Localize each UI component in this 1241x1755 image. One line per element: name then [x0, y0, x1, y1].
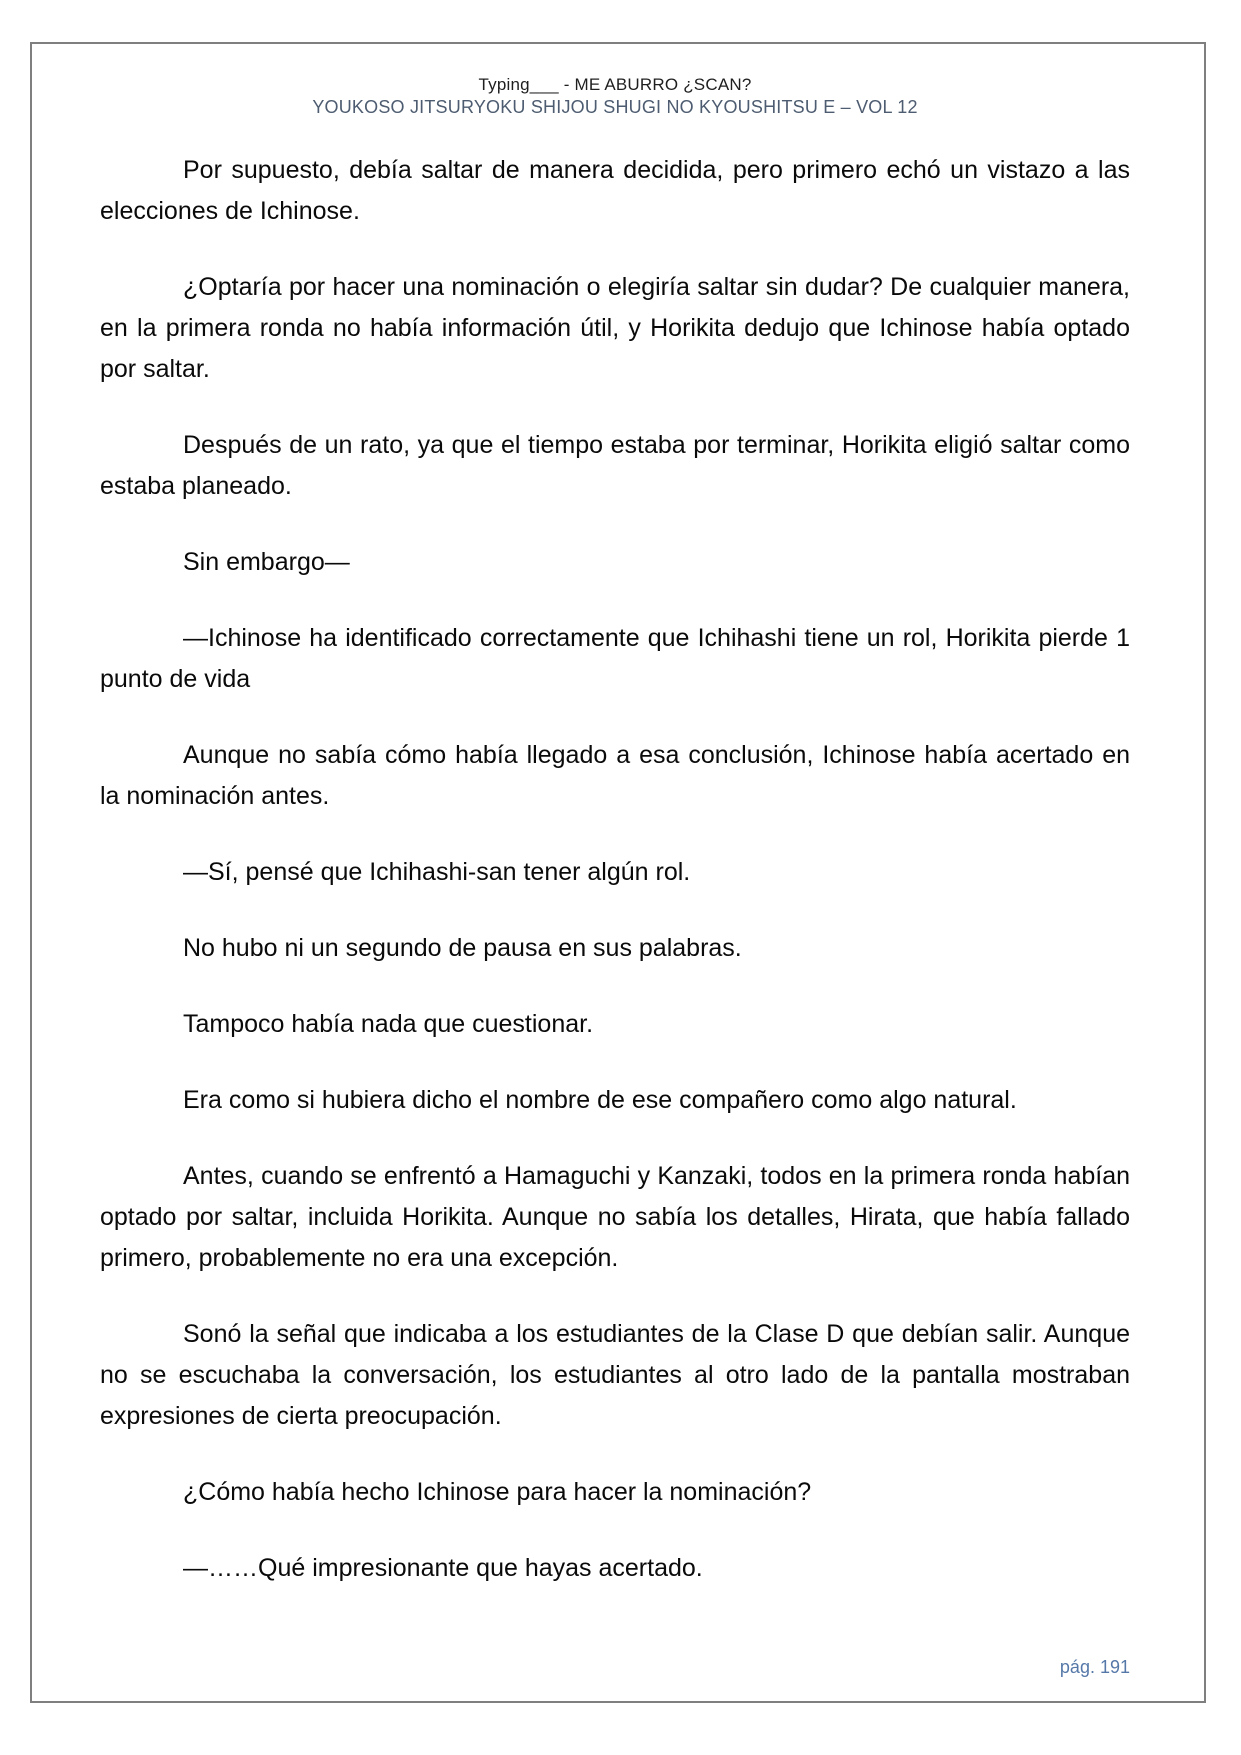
- paragraph: ¿Cómo había hecho Ichinose para hacer la nominación?: [183, 1478, 812, 1506]
- document-header: [100, 44, 1130, 119]
- paragraph: —Ichinose ha identificado correctamente que Ichihashi tiene un rol, Horikita pierde 1 punto de vida: [100, 624, 1130, 693]
- page-number: pág. 191: [1059, 1657, 1130, 1677]
- paragraph: Sonó la señal que indicaba a los estudiantes de la Clase D que debían salir. Aunque no se escuchaba la conversación, los estudiantes al otro lado de la pantalla mostraban expresiones de cierta preocupación.: [100, 1320, 1130, 1430]
- paragraph: Era como si hubiera dicho el nombre de ese compañero como algo natural.: [183, 1086, 1017, 1114]
- paragraph: —……Qué impresionante que hayas acertado.: [183, 1554, 703, 1582]
- paragraph: Por supuesto, debía saltar de manera decidida, pero primero echó un vistazo a las elecciones de Ichinose.: [100, 156, 1130, 225]
- page-content: [100, 44, 1130, 1624]
- body-text: [100, 150, 1130, 1589]
- paragraph: No hubo ni un segundo de pausa en sus palabras.: [183, 934, 742, 962]
- paragraph: Aunque no sabía cómo había llegado a esa conclusión, Ichinose había acertado en la nominación antes.: [100, 741, 1130, 810]
- paragraph: Tampoco había nada que cuestionar.: [183, 1010, 594, 1038]
- paragraph: Después de un rato, ya que el tiempo estaba por terminar, Horikita eligió saltar como estaba planeado.: [100, 431, 1130, 500]
- header-volume-title: YOUKOSO JITSURYOKU SHIJOU SHUGI NO KYOUSHITSU E – VOL 12: [312, 97, 918, 117]
- paragraph: Sin embargo—: [183, 548, 350, 576]
- paragraph: —Sí, pensé que Ichihashi-san tener algún rol.: [183, 858, 691, 886]
- header-scan-group-line: Typing___ - ME ABURRO ¿SCAN?: [478, 75, 752, 94]
- paragraph: Antes, cuando se enfrentó a Hamaguchi y Kanzaki, todos en la primera ronda habían optado por saltar, incluida Horikita. Aunque no sabía los detalles, Hirata, que había fallado primero, probablemente no era una excepción.: [100, 1162, 1130, 1272]
- paragraph: ¿Optaría por hacer una nominación o elegiría saltar sin dudar? De cualquier manera, en la primera ronda no había información útil, y Horikita dedujo que Ichinose había optado por saltar.: [100, 273, 1130, 383]
